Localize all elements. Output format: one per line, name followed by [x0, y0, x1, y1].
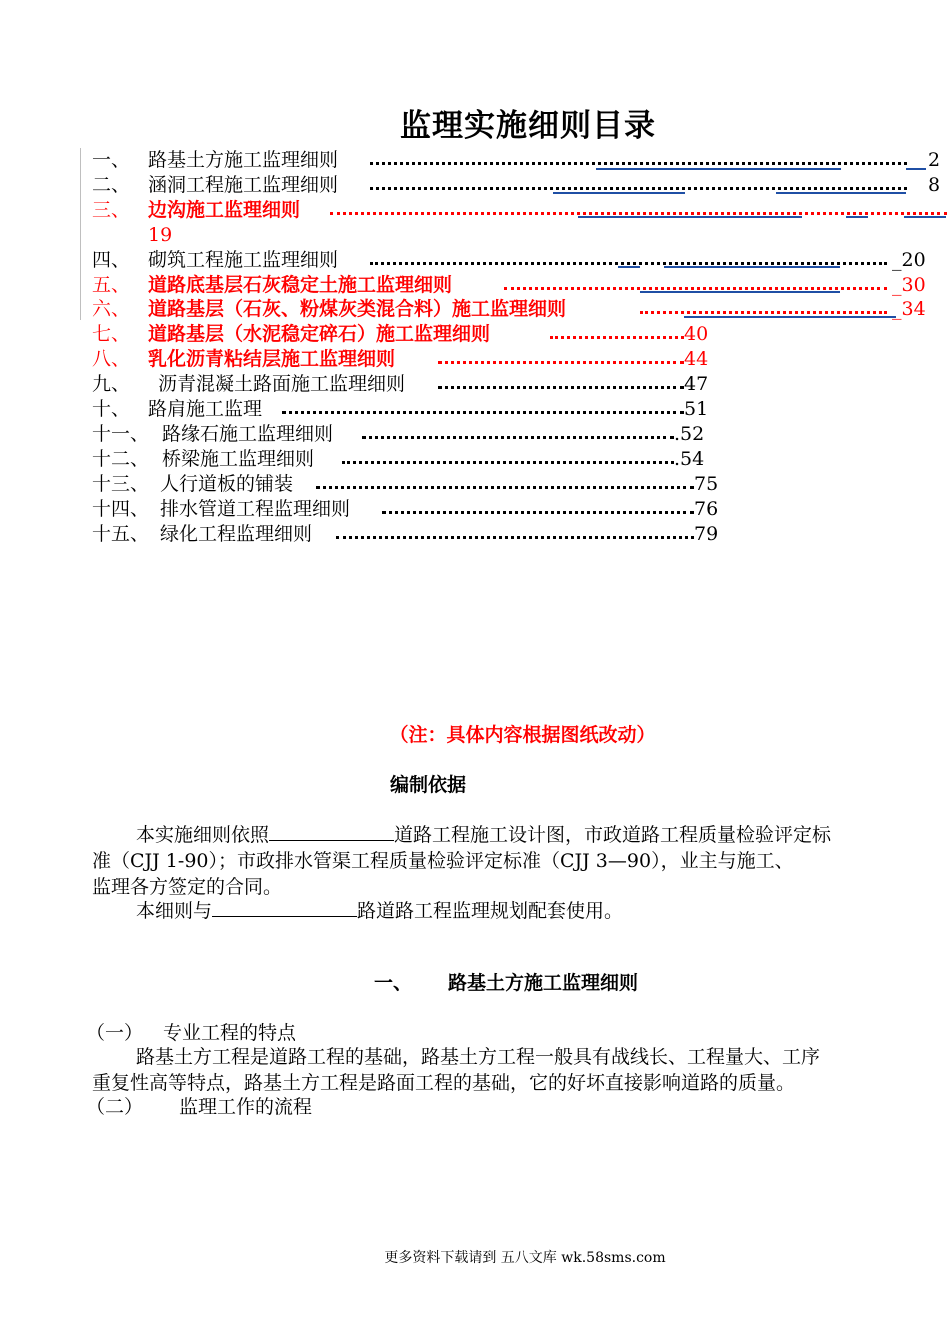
- hyperlink-underline: [618, 266, 640, 268]
- toc-entry-page: 40: [684, 323, 709, 346]
- hyperlink-underline: [846, 216, 868, 218]
- toc-entry-title: 桥梁施工监理细则: [162, 447, 315, 470]
- toc-leader-dots: [370, 187, 907, 190]
- toc-entry-page: 44: [684, 348, 709, 371]
- subsection-2-num: （二）: [86, 1096, 144, 1118]
- hyperlink-underline: [596, 168, 841, 170]
- toc-entry-number: 四、: [92, 248, 131, 271]
- toc-entry-title: 砌筑工程施工监理细则: [148, 248, 339, 271]
- toc-leader-dots: [336, 536, 694, 539]
- toc-entry-number: 十三、: [92, 472, 150, 495]
- basis-p1-before: 本实施细则依照: [136, 824, 270, 846]
- toc-entry-title: 边沟施工监理细则: [148, 198, 301, 221]
- toc-leader-dots: [382, 511, 694, 514]
- toc-entry-title: 路缘石施工监理细则: [162, 422, 334, 445]
- hyperlink-underline: [664, 266, 840, 268]
- toc-entry-page: .52: [674, 422, 705, 445]
- document-title: 监理实施细则目录: [400, 108, 656, 144]
- toc-entry-title: 路肩施工监理: [148, 398, 263, 420]
- toc-entry-title: 乳化沥青粘结层施工监理细则: [148, 348, 396, 371]
- toc-entry-number: 十二、: [92, 447, 150, 470]
- toc-entry-number: 六、: [92, 298, 131, 321]
- toc-entry-title: 道路基层（石灰、粉煤灰类混合料）施工监理细则: [148, 298, 567, 321]
- hyperlink-underline: [684, 316, 896, 318]
- toc-entry-page: _30: [892, 273, 926, 296]
- toc-entry-page: 75: [694, 472, 719, 495]
- toc-leader-dots: [438, 386, 684, 389]
- blank-line: [269, 820, 394, 841]
- hyperlink-underline: [776, 192, 906, 194]
- toc-entry-title: 绿化工程监理细则: [160, 522, 313, 545]
- basis-p1-line3: 监理各方签定的合同。: [92, 876, 283, 898]
- toc-entry-title: 人行道板的铺装: [160, 472, 294, 495]
- toc-entry-page: 79: [694, 522, 719, 545]
- hyperlink-underline: [578, 216, 802, 218]
- basis-p2-after: 路道路工程监理规划配套使用。: [357, 900, 624, 922]
- subsection-1-title: 专业工程的特点: [163, 1022, 297, 1044]
- toc-leader-dots: [362, 436, 674, 439]
- toc-entry-page: 76: [694, 497, 719, 520]
- toc-entry-number: 三、: [92, 198, 131, 221]
- subsection-1-paragraph: [86, 1044, 820, 1096]
- toc-leader-dots: [504, 287, 887, 290]
- toc-entry-number: 五、: [92, 273, 131, 296]
- toc-entry-number: 十五、: [92, 522, 150, 545]
- subsection-2: [86, 1094, 312, 1120]
- toc-entry-title: 路基土方施工监理细则: [148, 149, 339, 171]
- basis-paragraph-2: [92, 896, 623, 924]
- toc-entry-number: 八、: [92, 348, 131, 371]
- toc-entry-title: 沥青混凝土路面施工监理细则: [158, 373, 406, 396]
- subsection-1-line2: 重复性高等特点，路基土方工程是路面工程的基础，它的好坏直接影响道路的质量。: [92, 1072, 796, 1094]
- toc-leader-dots: [438, 361, 684, 364]
- subsection-1: [86, 1020, 296, 1046]
- toc-leader-dots: [640, 311, 887, 314]
- section-number: 一、: [374, 972, 413, 994]
- toc-leader-dots: [316, 486, 694, 489]
- toc-entry-page: 47: [684, 373, 709, 396]
- toc-entry-number: 一、: [92, 149, 131, 171]
- basis-heading: 编制依据: [390, 774, 467, 796]
- footer-text: 更多资料下载请到 五八文库 wk.58sms.com: [384, 1250, 666, 1266]
- subsection-2-title: 监理工作的流程: [179, 1096, 313, 1118]
- toc-entry-number: 七、: [92, 323, 131, 346]
- toc-leader-dots: [550, 336, 684, 339]
- toc-entry-page: 2: [928, 149, 941, 171]
- basis-p2-before: 本细则与: [136, 900, 213, 922]
- toc-entry-number: 十一、: [92, 422, 150, 445]
- toc-entry-page: 8: [928, 173, 941, 196]
- basis-p1-line2: 准（CJJ 1-90）；市政排水管渠工程质量检验评定标准（CJJ 3—90），业主与施工、: [92, 850, 794, 872]
- hyperlink-underline: [888, 192, 906, 194]
- blank-line: [212, 896, 357, 917]
- toc-entry-title: 排水管道工程监理细则: [160, 497, 351, 520]
- margin-rule: [80, 148, 81, 320]
- basis-p1-after: 道路工程施工设计图，市政道路工程质量检验评定标: [394, 824, 832, 846]
- toc-leader-dots: [282, 411, 684, 414]
- section-heading: [374, 968, 638, 995]
- toc-leader-dots: [330, 212, 947, 215]
- basis-paragraph-1: [92, 820, 831, 900]
- toc-leader-dots: [370, 162, 907, 165]
- toc-leader-dots: [342, 461, 674, 464]
- toc-entry-number: 九、: [92, 373, 131, 396]
- toc-entry-number: 二、: [92, 173, 131, 196]
- toc-entry-page: _20: [892, 248, 926, 271]
- toc-entry-page: 19: [148, 223, 173, 246]
- red-note: （注：具体内容根据图纸改动）: [389, 724, 656, 746]
- section-title: 路基土方施工监理细则: [448, 972, 639, 994]
- subsection-1-line1: 路基土方工程是道路工程的基础，路基土方工程一般具有战线长、工程量大、工序: [136, 1046, 821, 1068]
- hyperlink-underline: [904, 216, 946, 218]
- toc-entry-title: 涵洞工程施工监理细则: [148, 173, 339, 196]
- hyperlink-underline: [553, 192, 685, 194]
- toc-entry-title: 道路底基层石灰稳定土施工监理细则: [148, 273, 453, 296]
- toc-entry-page: 51: [684, 398, 709, 420]
- toc-entry-number: 十四、: [92, 497, 150, 520]
- toc-entry-title: 道路基层（水泥稳定碎石）施工监理细则: [148, 323, 491, 346]
- toc-entry-page: _34: [892, 298, 926, 321]
- toc-leader-dots: [370, 262, 887, 265]
- subsection-1-num: （一）: [86, 1022, 144, 1044]
- toc-entry-page: .54: [674, 447, 705, 470]
- toc-entry-number: 十、: [92, 398, 131, 420]
- hyperlink-underline: [640, 291, 840, 293]
- hyperlink-underline: [906, 168, 926, 170]
